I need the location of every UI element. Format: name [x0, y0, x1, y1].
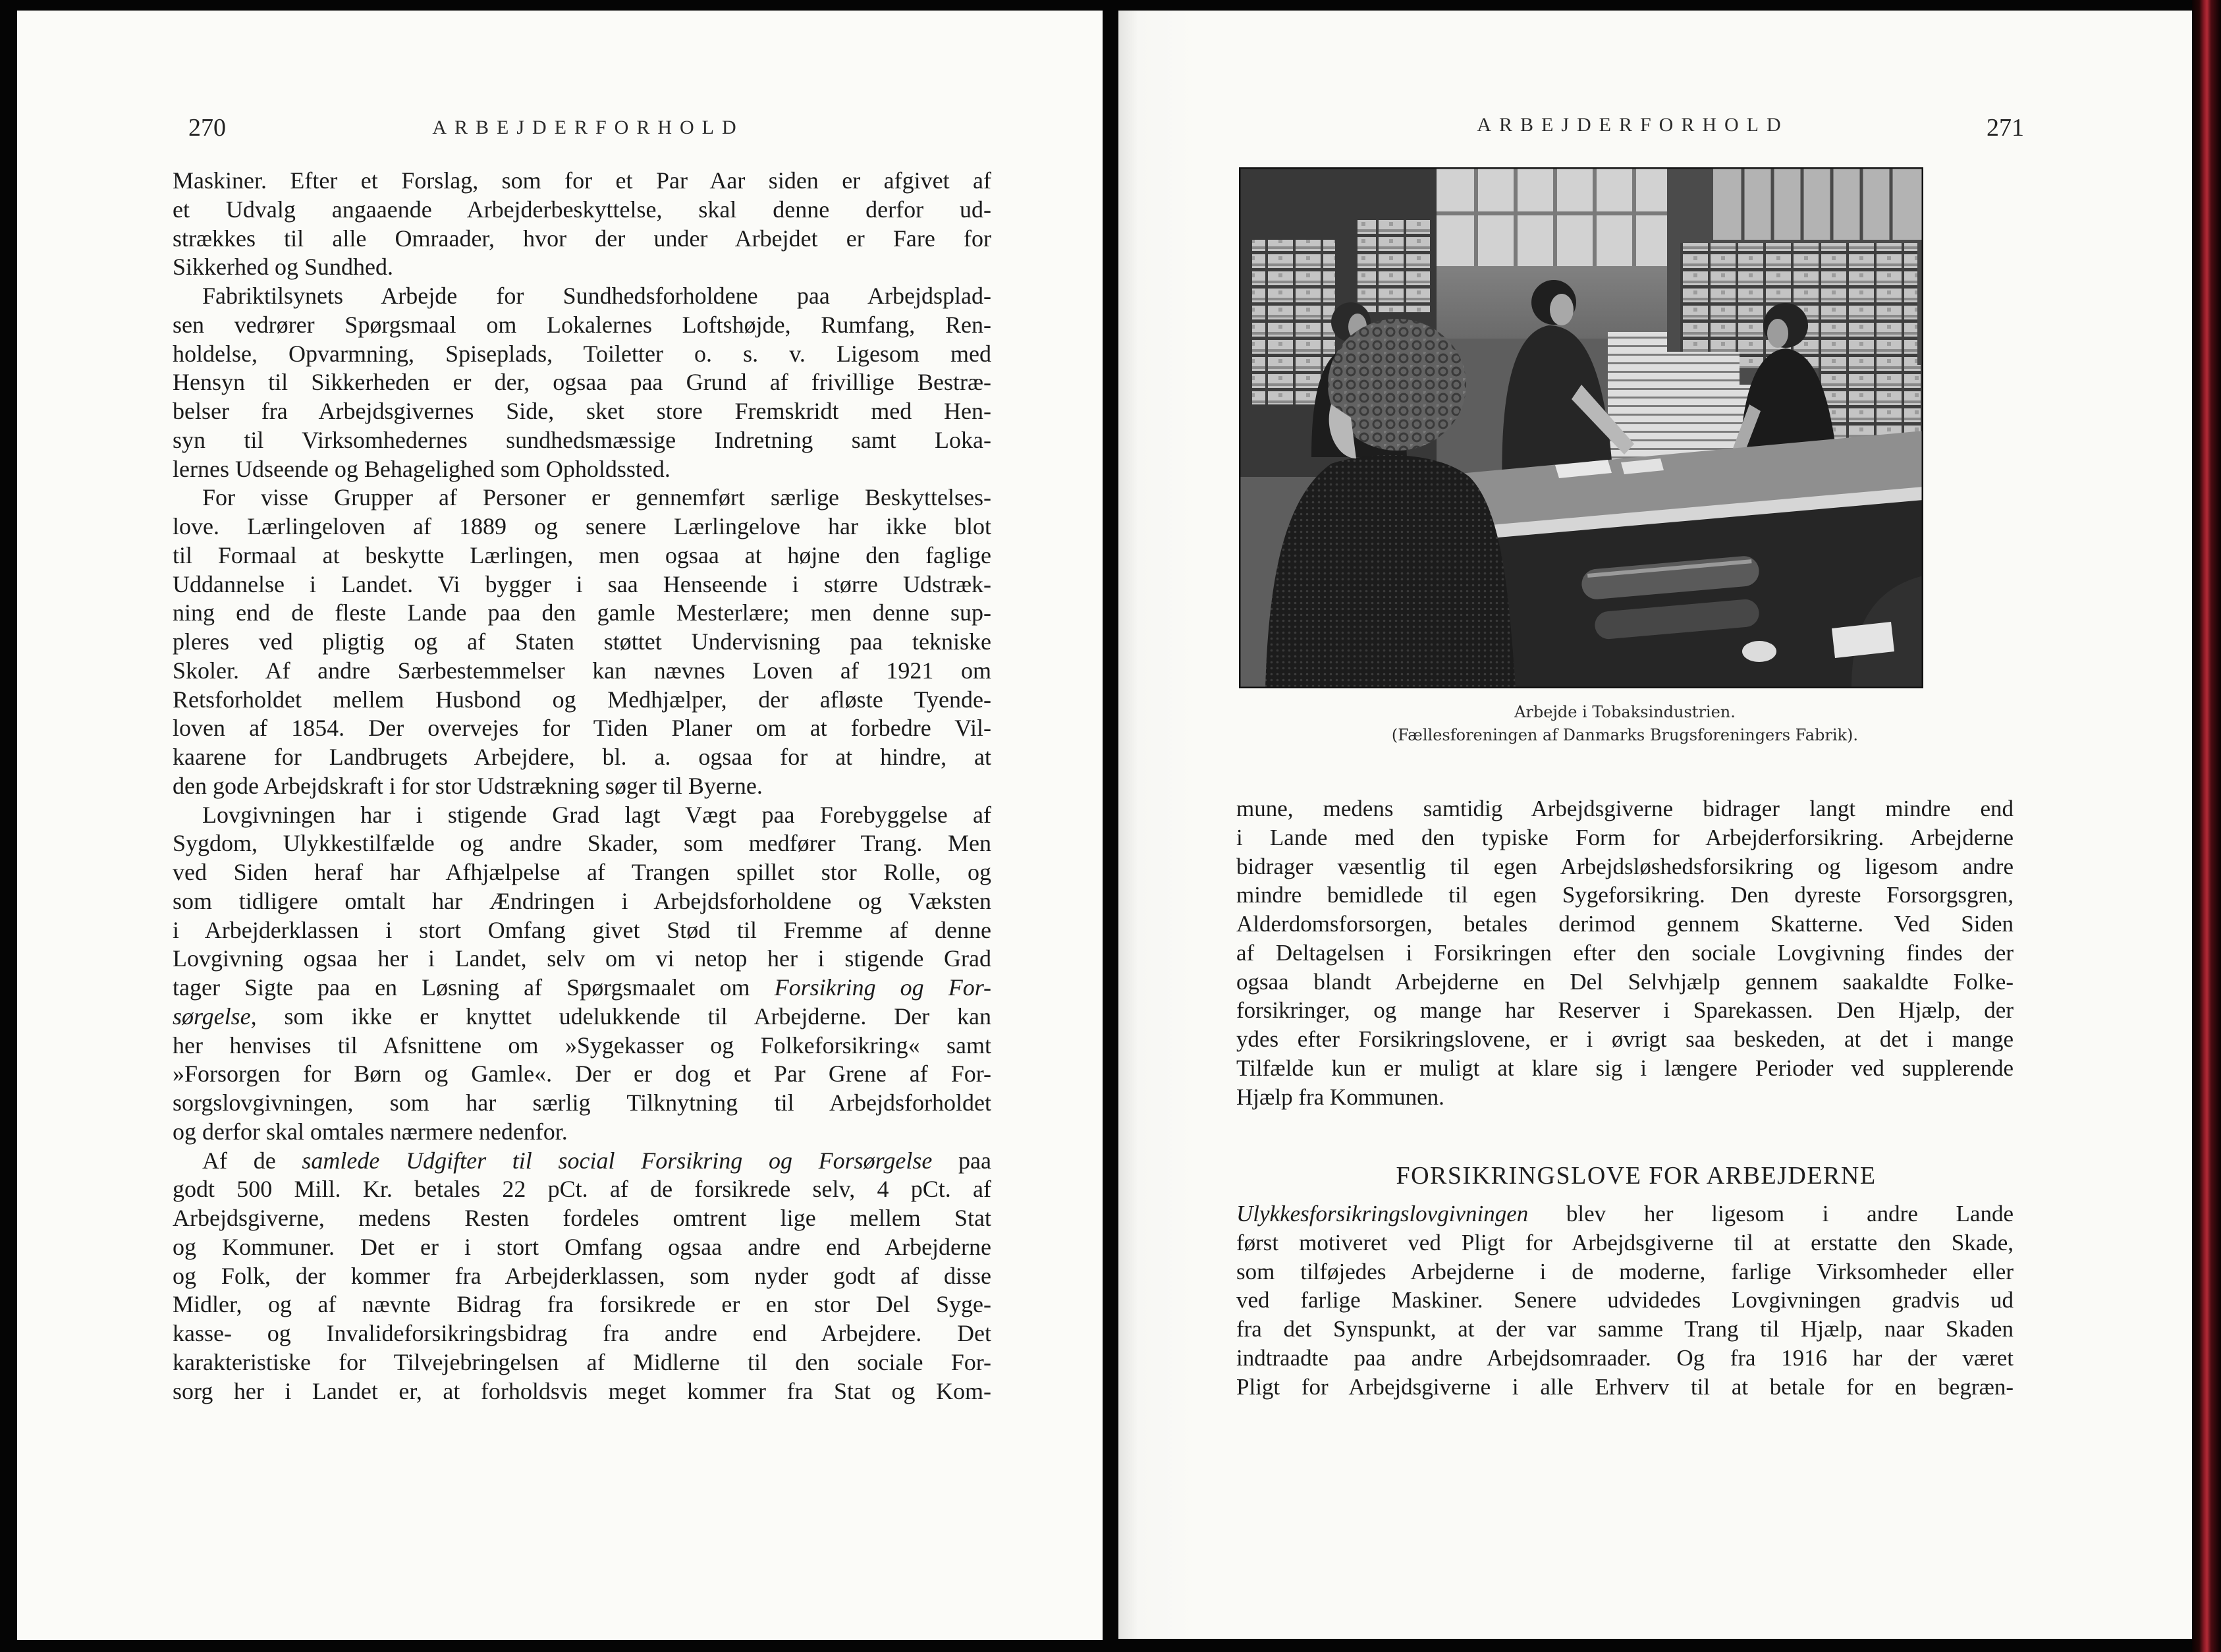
- text-line: Maskiner. Efter et Forslag, som for et Par Aar siden er afgivet af: [173, 167, 991, 194]
- text-line: Uddannelse i Landet. Vi bygger i saa Henseende i større Udstræk-: [173, 570, 991, 597]
- text-run: som ikke er knyttet udelukkende til Arbejderne. Der kan: [256, 1003, 991, 1030]
- text-line: Tilfælde kun er muligt at klare sig i længere Perioder ved supplerende: [1236, 1055, 2014, 1081]
- text-line: [1236, 1199, 2014, 1228]
- body-text-left: [173, 167, 991, 1406]
- text-line: som tilføjedes Arbejderne i de moderne, farlige Virksomheder eller: [1236, 1258, 2014, 1284]
- text-line: lernes Udseende og Behagelighed som Opholdssted.: [173, 455, 671, 482]
- text-line: Arbejdsgiverne, medens Resten fordeles omtrent lige mellem Stat: [173, 1205, 991, 1231]
- text-line: først motiveret ved Pligt for Arbejdsgiverne til at erstatte den Skade,: [1236, 1229, 2014, 1255]
- text-line: godt 500 Mill. Kr. betales 22 pCt. af de forsikrede selv, 4 pCt. af: [173, 1176, 991, 1203]
- text-line: sorg her i Landet er, at forholdsvis meget kommer fra Stat og Kom-: [173, 1377, 991, 1404]
- text-line: og Kommuner. Det er i stort Omfang ogsaa andre end Arbejderne: [173, 1233, 991, 1260]
- text-line: loven af 1854. Der overvejes for Tiden Planer om at forbedre Vil-: [173, 715, 991, 742]
- text-line: af Deltagelsen i Forsikringen efter den sociale Lovgivning findes der: [1236, 939, 2014, 966]
- text-line: ved Siden heraf har Afhjælpelse af Trangen spillet stor Rolle, og: [173, 859, 991, 885]
- text-line: belser fra Arbejdsgivernes Side, sket store Fremskridt med Hen-: [173, 398, 991, 424]
- text-line: ning end de fleste Lande paa den gamle Mesterlære; men denne sup-: [173, 599, 991, 626]
- text-run: Af de: [202, 1147, 302, 1174]
- text-line: Skoler. Af andre Særbestemmelser kan nævnes Loven af 1921 om: [173, 657, 991, 684]
- italic-text-run: sørgelse,: [173, 1003, 257, 1030]
- text-line: For visse Grupper af Personer er gennemført særlige Beskyttelses-: [202, 484, 991, 511]
- body-text-right-bottom: [1236, 1199, 2014, 1401]
- text-line: Lovgivningen har i stigende Grad lagt Vægt paa Forebyggelse af: [202, 801, 991, 828]
- text-line: og derfor skal omtales nærmere nedenfor.: [173, 1118, 568, 1145]
- text-line: Sygdom, Ulykkestilfælde og andre Skader, som medfører Trang. Men: [173, 830, 991, 857]
- text-line: [173, 1147, 991, 1176]
- text-line: Hensyn til Sikkerheden er der, ogsaa paa Grund af frivillige Bestræ-: [173, 369, 991, 396]
- figure-caption-line: (Fællesforeningen af Danmarks Brugsforeningers Fabrik).: [1391, 726, 1859, 744]
- text-line: [173, 974, 991, 1003]
- text-line: Alderdomsforsorgen, betales derimod gennem Skatterne. Ved Siden: [1236, 911, 2014, 937]
- text-line: den gode Arbejdskraft i for stor Udstrækning søger til Byerne.: [173, 772, 763, 799]
- text-line: kaarene for Landbrugets Arbejdere, bl. a. ogsaa for at hindre, at: [173, 744, 991, 770]
- running-head: ARBEJDERFORHOLD: [1477, 114, 1789, 136]
- text-line: mindre bemidlede til egen Sygeforsikring. Den dyreste Forsorgsgren,: [1236, 882, 2014, 908]
- text-line: Midler, og af nævnte Bidrag fra forsikrede er en stor Del Syge-: [173, 1291, 991, 1318]
- text-line: pleres ved pligtig og af Staten støttet Undervisning paa tekniske: [173, 628, 991, 655]
- text-line: et Udvalg angaaende Arbejderbeskyttelse, skal denne derfor ud-: [173, 196, 991, 223]
- text-line: love. Lærlingeloven af 1889 og senere Lærlingelove har ikke blot: [173, 513, 991, 539]
- text-line: sorgslovgivningen, som har særlig Tilknytning til Arbejdsforholdet: [173, 1089, 991, 1116]
- text-line: bidrager væsentlig til egen Arbejdsløshedsforsikring og ligesom andre: [1236, 853, 2014, 879]
- photo-tobacco-factory: [1239, 167, 1923, 688]
- text-line: i Lande med den typiske Form for Arbejderforsikring. Arbejderne: [1236, 824, 2014, 850]
- text-line: Sikkerhed og Sundhed.: [173, 254, 393, 281]
- text-line: syn til Virksomhedernes sundhedsmæssige Indretning samt Loka-: [173, 426, 991, 453]
- text-line: Hjælp fra Kommunen.: [1236, 1084, 1444, 1110]
- text-line: ved farlige Maskiner. Senere udvidedes Lovgivningen gradvis ud: [1236, 1287, 2014, 1313]
- italic-text-run: samlede Udgifter til social Forsikring og Forsørgelse: [302, 1147, 933, 1174]
- text-line: til Formaal at beskytte Lærlingen, men ogsaa at højne den faglige: [173, 541, 991, 568]
- section-heading: FORSIKRINGSLOVE FOR ARBEJDERNE: [1396, 1162, 1877, 1190]
- text-line: mune, medens samtidig Arbejdsgiverne bidrager langt mindre end: [1236, 796, 2014, 821]
- text-run: blev her ligesom i andre Lande: [1528, 1201, 2014, 1226]
- text-line: sen vedrører Spørgsmaal om Lokalernes Loftshøjde, Rumfang, Ren-: [173, 311, 991, 338]
- text-line: karakteristiske for Tilvejebringelsen af Midlerne til den sociale For-: [173, 1348, 991, 1375]
- text-line: Fabriktilsynets Arbejde for Sundhedsforholdene paa Arbejdsplad-: [202, 283, 991, 309]
- text-run: paa: [932, 1147, 991, 1174]
- text-line: [173, 1003, 991, 1032]
- text-line: ogsaa blandt Arbejderne en Del Selvhjælp gennem saakaldte Folke-: [1236, 968, 2014, 995]
- text-run: tager Sigte paa en Løsning af Spørgsmaalet om: [173, 974, 775, 1001]
- figure-caption-line: Arbejde i Tobaksindustrien.: [1514, 703, 1736, 721]
- text-line: ydes efter Forsikringslovene, er i øvrigt saa beskeden, at det i mange: [1236, 1026, 2014, 1052]
- body-text-right-top: [1236, 794, 2014, 1111]
- text-line: her henvises til Afsnittene om »Sygekasser og Folkeforsikring« samt: [173, 1032, 991, 1059]
- window-light: [1437, 167, 1674, 266]
- text-line: »Forsorgen for Børn og Gamle«. Der er dog et Par Grene af For-: [173, 1060, 991, 1088]
- book-edge: [2192, 0, 2221, 1652]
- text-line: indtraadte paa andre Arbejdsomraader. Og fra 1916 har der været: [1236, 1344, 2014, 1371]
- text-line: fra det Synspunkt, at der var samme Trang til Hjælp, naar Skaden: [1236, 1316, 2014, 1342]
- italic-text-run: Ulykkesforsikringslovgivningen: [1236, 1201, 1529, 1226]
- text-line: holdelse, Opvarmning, Spiseplads, Toiletter o. s. v. Ligesom med: [173, 340, 991, 367]
- text-line: forsikringer, og mange har Reserver i Sparekassen. Den Hjælp, der: [1236, 997, 2014, 1024]
- italic-text-run: Forsikring og For-: [774, 974, 991, 1001]
- running-head: ARBEJDERFORHOLD: [432, 117, 744, 138]
- text-line: Lovgivning ogsaa her i Landet, selv om vi netop her i stigende Grad: [173, 945, 991, 972]
- page-number: 270: [188, 114, 226, 142]
- text-line: i Arbejderklassen i stort Omfang givet Stød til Fremme af denne: [173, 916, 991, 943]
- text-line: kasse- og Invalideforsikringsbidrag fra andre end Arbejdere. Det: [173, 1320, 991, 1346]
- text-line: og Folk, der kommer fra Arbejderklassen, som nyder godt af disse: [173, 1262, 991, 1289]
- text-line: som tidligere omtalt har Ændringen i Arbejdsforholdene og Væksten: [173, 887, 991, 914]
- text-line: Retsforholdet mellem Husbond og Medhjælper, der afløste Tyende-: [173, 686, 991, 713]
- text-line: Pligt for Arbejdsgiverne i alle Erhverv til at betale for en begræn-: [1236, 1373, 2014, 1400]
- text-line: strækkes til alle Omraader, hvor der under Arbejdet er Fare for: [173, 225, 991, 252]
- page-number: 271: [1987, 114, 2024, 142]
